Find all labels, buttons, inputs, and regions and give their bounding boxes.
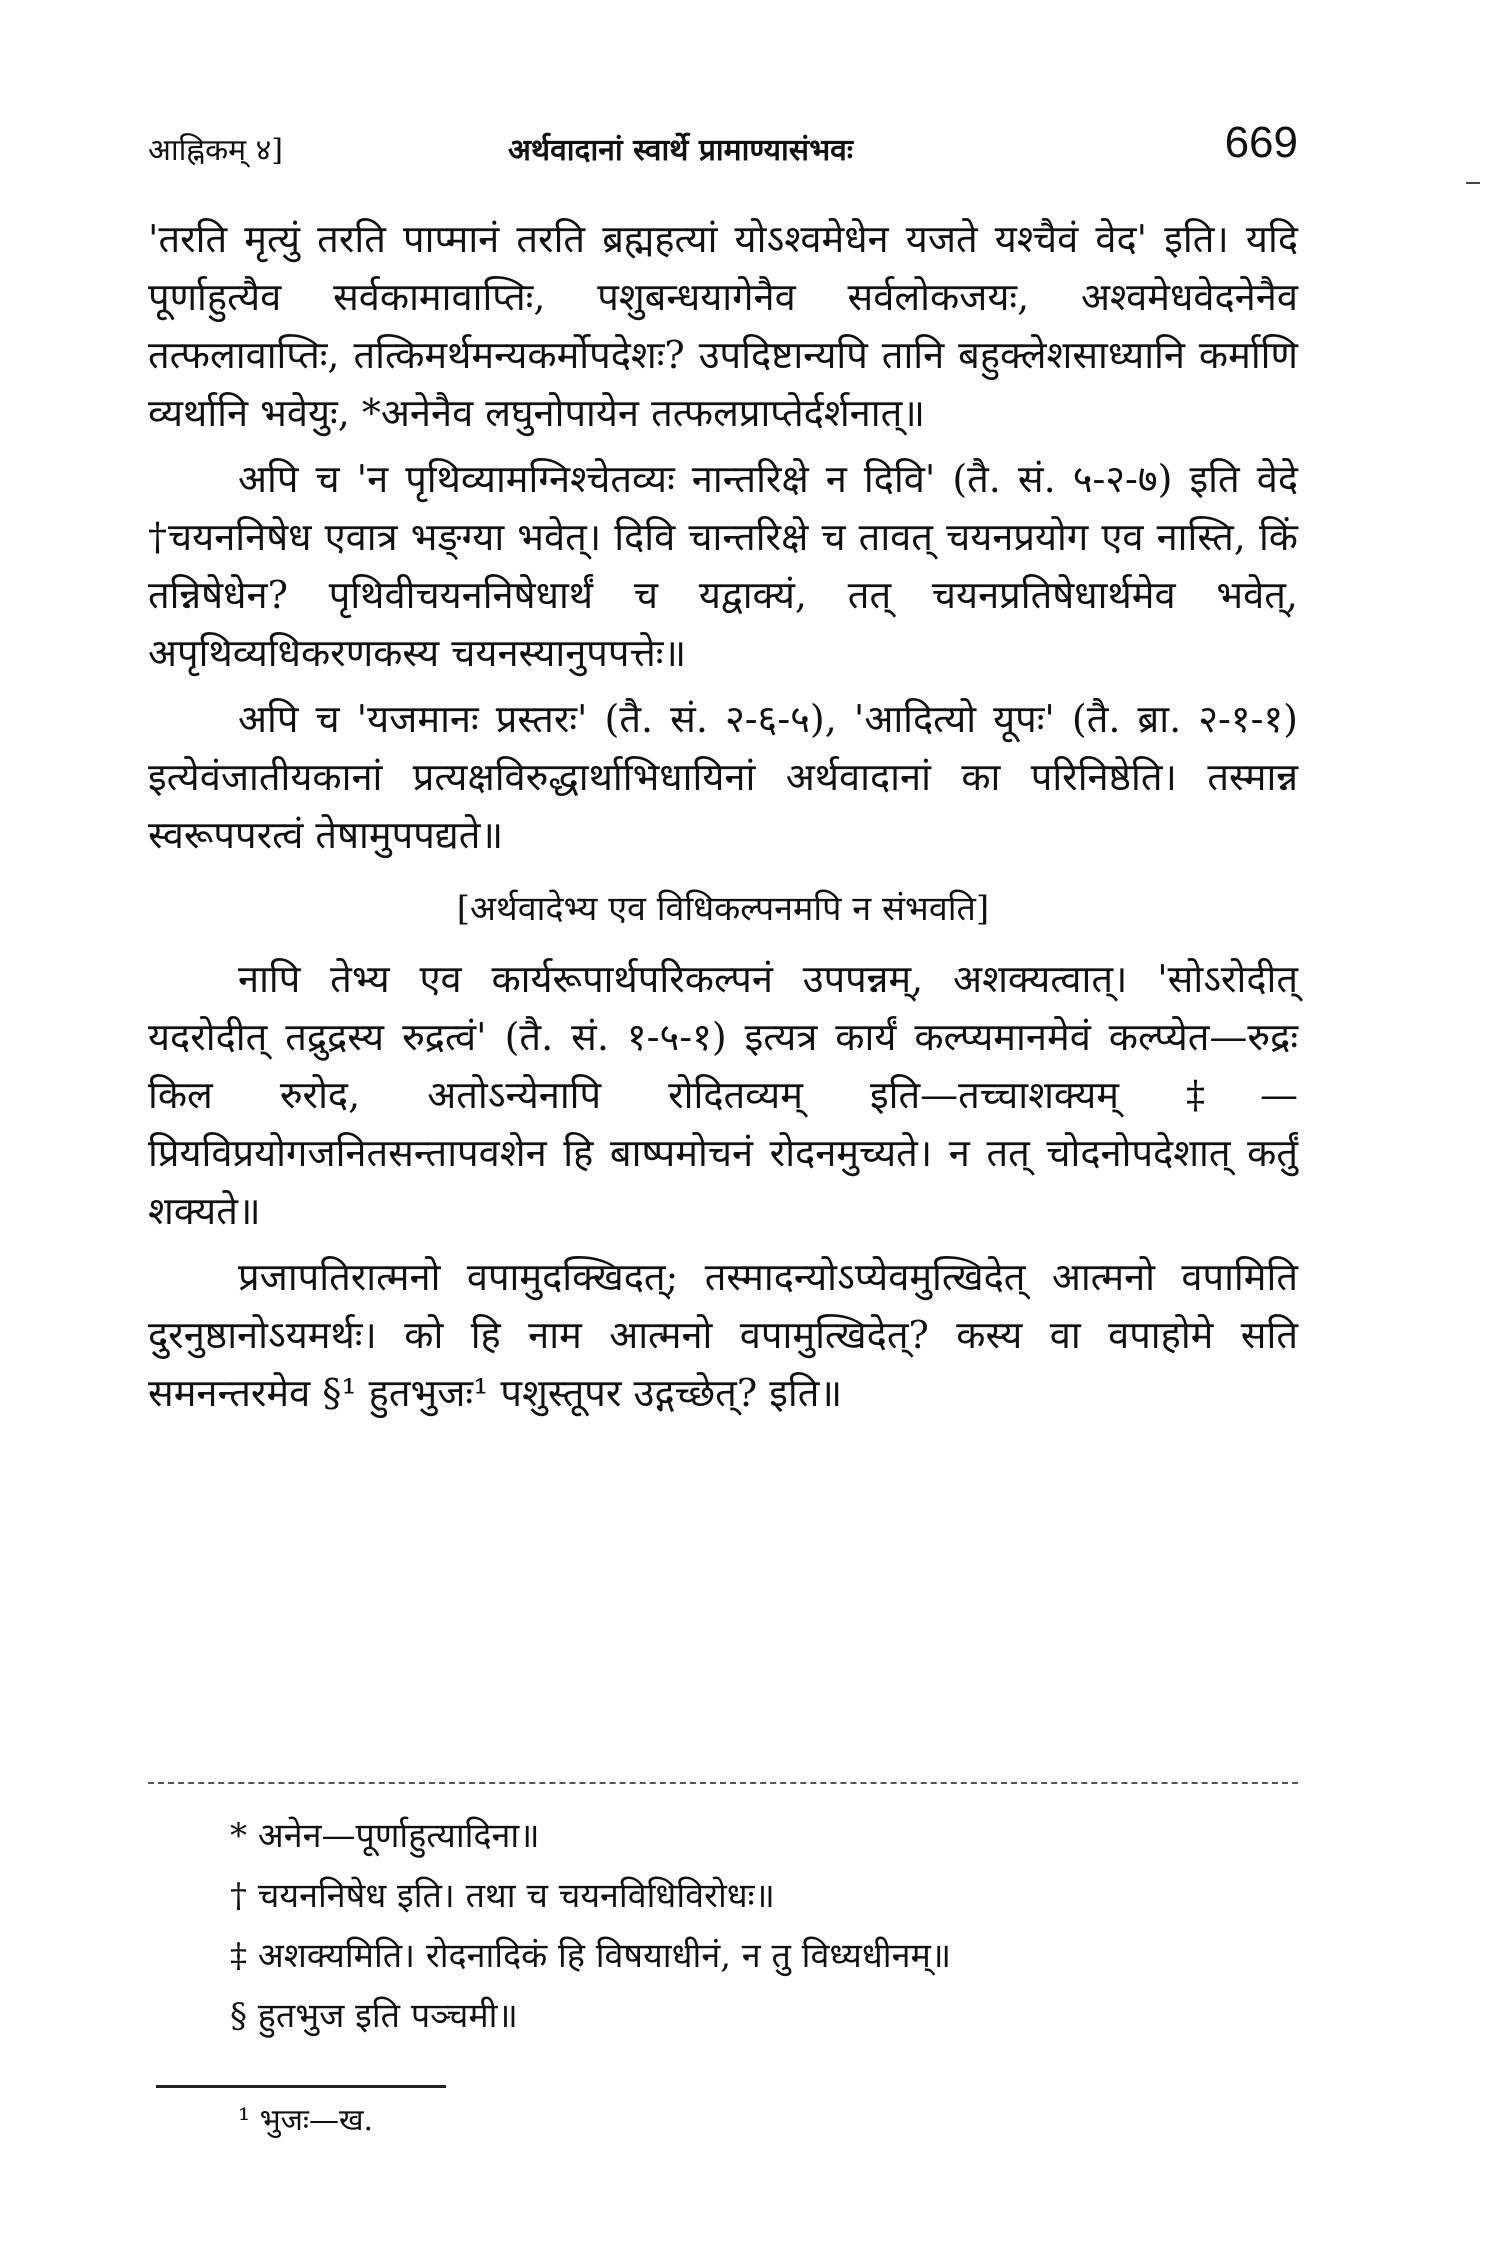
scan-mark — [1466, 182, 1480, 184]
header-chapter: आह्निकम् ४] — [148, 133, 283, 168]
footnote-1: * अनेन—पूर्णाहुत्यादिना॥ — [230, 1816, 540, 1856]
paragraph-4: नापि तेभ्य एव कार्यरूपार्थपरिकल्पनं उपपन्नम्, अशक्यत्वात्। 'सोऽरोदीत् यदरोदीत् तद्रुद्रस्य रुद्रत्वं' (तै. सं. १-५-१) इत्यत्र कार्यं कल्प्यमानमेवं कल्प्येत—रुद्रः किल रुरोद, अतोऽन्येनापि रोदितव्यम् इति—तच्चाशक्यम् ‡—प्रियविप्रयोगजनितसन्तापवशेन हि बाष्पमोचनं रोदनमुच्यते। न तत् चोदनोपदेशात् कर्तुं शक्यते॥ — [148, 957, 1298, 1233]
paragraph-2: अपि च 'न पृथिव्यामग्निश्चेतव्यः नान्तरिक्षे न दिवि' (तै. सं. ५-२-७) इति वेदे †चयननिषेध एवात्र भङ्ग्या भवेत्। दिवि चान्तरिक्षे च तावत् चयनप्रयोग एव नास्ति, किं तन्निषेधेन? पृथिवीचयननिषेधार्थं च यद्वाक्यं, तत् चयनप्रतिषेधार्थमेव भवेत्, अपृथिव्यधिकरणकस्य चयनस्यानुपपत्तेः॥ — [148, 457, 1298, 675]
footnote-2: † चयननिषेध इति। तथा च चयनविधिविरोधः॥ — [230, 1876, 775, 1916]
header-title: अर्थवादानां स्वार्थे प्रामाण्यासंभवः — [508, 133, 853, 168]
main-text — [148, 210, 1298, 1430]
variant-divider — [156, 2085, 446, 2088]
section-heading: [अर्थवादेभ्य एव विधिकल्पनमपि न संभवति] — [456, 889, 990, 929]
footnote-4: § हुतभुज इति पञ्चमी॥ — [230, 1996, 518, 2036]
page-number: 669 — [1224, 118, 1298, 167]
running-header — [148, 118, 1298, 178]
footnote-divider — [148, 1782, 1298, 1784]
variant-reading-note: ¹ भुजः—ख. — [238, 2103, 374, 2138]
paragraph-1: 'तरति मृत्युं तरति पाप्मानं तरति ब्रह्महत्यां योऽश्वमेधेन यजते यश्चैवं वेद' इति। यदि पूर्णाहुत्यैव सर्वकामावाप्तिः, पशुबन्धयागेनैव सर्वलोकजयः, अश्वमेधवेदनेनैव तत्फलावाप्तिः, तत्किमर्थमन्यकर्मोपदेशः? उपदिष्टान्यपि तानि बहुक्लेशसाध्यानि कर्माणि व्यर्थानि भवेयुः, *अनेनैव लघुनोपायेन तत्फलप्राप्तेर्दर्शनात्॥ — [148, 217, 1298, 435]
paragraph-3: अपि च 'यजमानः प्रस्तरः' (तै. सं. २-६-५), 'आदित्यो यूपः' (तै. ब्रा. २-१-१) इत्येवंजातीयकानां प्रत्यक्षविरुद्धार्थाभिधायिनां अर्थवादानां का परिनिष्ठेति। तस्मान्न स्वरूपपरत्वं तेषामुपपद्यते॥ — [148, 697, 1298, 857]
footnote-3: ‡ अशक्यमिति। रोदनादिकं हि विषयाधीनं, न तु विध्यधीनम्॥ — [230, 1936, 952, 1976]
footnotes — [230, 1810, 1300, 2050]
paragraph-5: प्रजापतिरात्मनो वपामुदक्खिदत्; तस्मादन्योऽप्येवमुत्खिदेत् आत्मनो वपामिति दुरनुष्ठानोऽयमर्थः। को हि नाम आत्मनो वपामुत्खिदेत्? कस्य वा वपाहोमे सति समनन्तरमेव §¹ हुतभुजः¹ पशुस्तूपर उद्गच्छेत्? इति॥ — [148, 1255, 1298, 1415]
